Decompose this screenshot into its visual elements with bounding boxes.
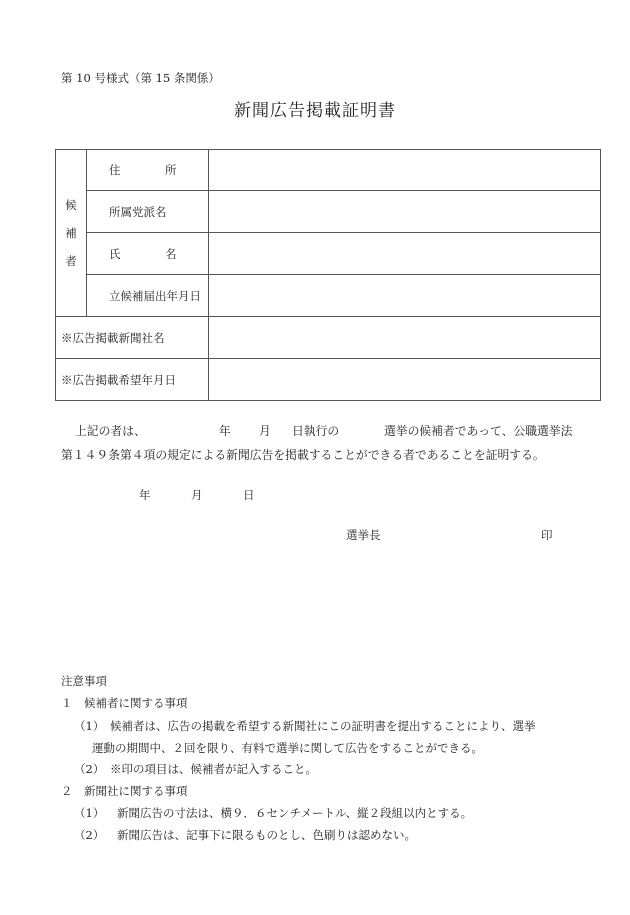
table-row (56, 191, 601, 233)
party-affiliation-label: 所属党派名 (87, 191, 209, 233)
table-row (56, 317, 601, 359)
name-label: 氏 名 (87, 233, 209, 275)
candidate-group-label: 候 補 者 (56, 150, 87, 317)
note-item-number: （2） (74, 828, 105, 842)
candidacy-date-label: 立候補届出年月日 (87, 275, 209, 317)
table-row (56, 359, 601, 401)
table-row (56, 233, 601, 275)
document-title: 新聞広告掲載証明書 (234, 101, 396, 121)
note-item-number: （1） (74, 806, 105, 820)
note-item-text: 候補者は、広告の掲載を希望する新聞社にこの証明書を提出することにより、選挙 (110, 719, 536, 733)
party-affiliation-field[interactable] (209, 191, 601, 233)
note-item-number: （1） (74, 719, 105, 733)
name-field[interactable] (209, 233, 601, 275)
note-item-text: ※印の項目は、候補者が記入すること。 (110, 762, 317, 776)
table-row (56, 275, 601, 317)
note-item-text: 新聞広告の寸法は、横９．６センチメートル、縦２段組以内とする。 (117, 806, 473, 820)
note-item-number: （2） (74, 762, 105, 776)
ad-newspaper-label: ※広告掲載新聞社名 (56, 317, 209, 359)
ad-date-field[interactable] (209, 359, 601, 401)
note-item-text: 新聞広告は、記事下に限るものとし、色刷りは認めない。 (117, 828, 416, 842)
notes-section-1-title: １ 候補者に関する事項 (61, 696, 188, 710)
certification-line-2: 第１４９条第４項の規定による新聞広告を掲載することができる者であることを証明する。 (61, 448, 545, 462)
table-row (56, 150, 601, 191)
ad-newspaper-field[interactable] (209, 317, 601, 359)
notes-heading: 注意事項 (61, 674, 107, 688)
election-official-title: 選挙長 (346, 528, 381, 542)
address-field[interactable] (209, 150, 601, 191)
note-item-text: 運動の期間中、２回を限り、有料で選挙に関して広告をすることができる。 (92, 741, 483, 755)
seal-mark: 印 (541, 528, 553, 542)
candidacy-date-field[interactable] (209, 275, 601, 317)
certificate-form-table (55, 149, 601, 401)
address-label: 住 所 (87, 150, 209, 191)
notes-section-2-title: ２ 新聞社に関する事項 (61, 784, 188, 798)
ad-date-label: ※広告掲載希望年月日 (56, 359, 209, 401)
certification-line-1: 上記の者は、 年 月 日執行の 選挙の候補者であって、公職選挙法 (75, 424, 573, 438)
form-number: 第 10 号様式（第 15 条関係） (61, 71, 220, 85)
